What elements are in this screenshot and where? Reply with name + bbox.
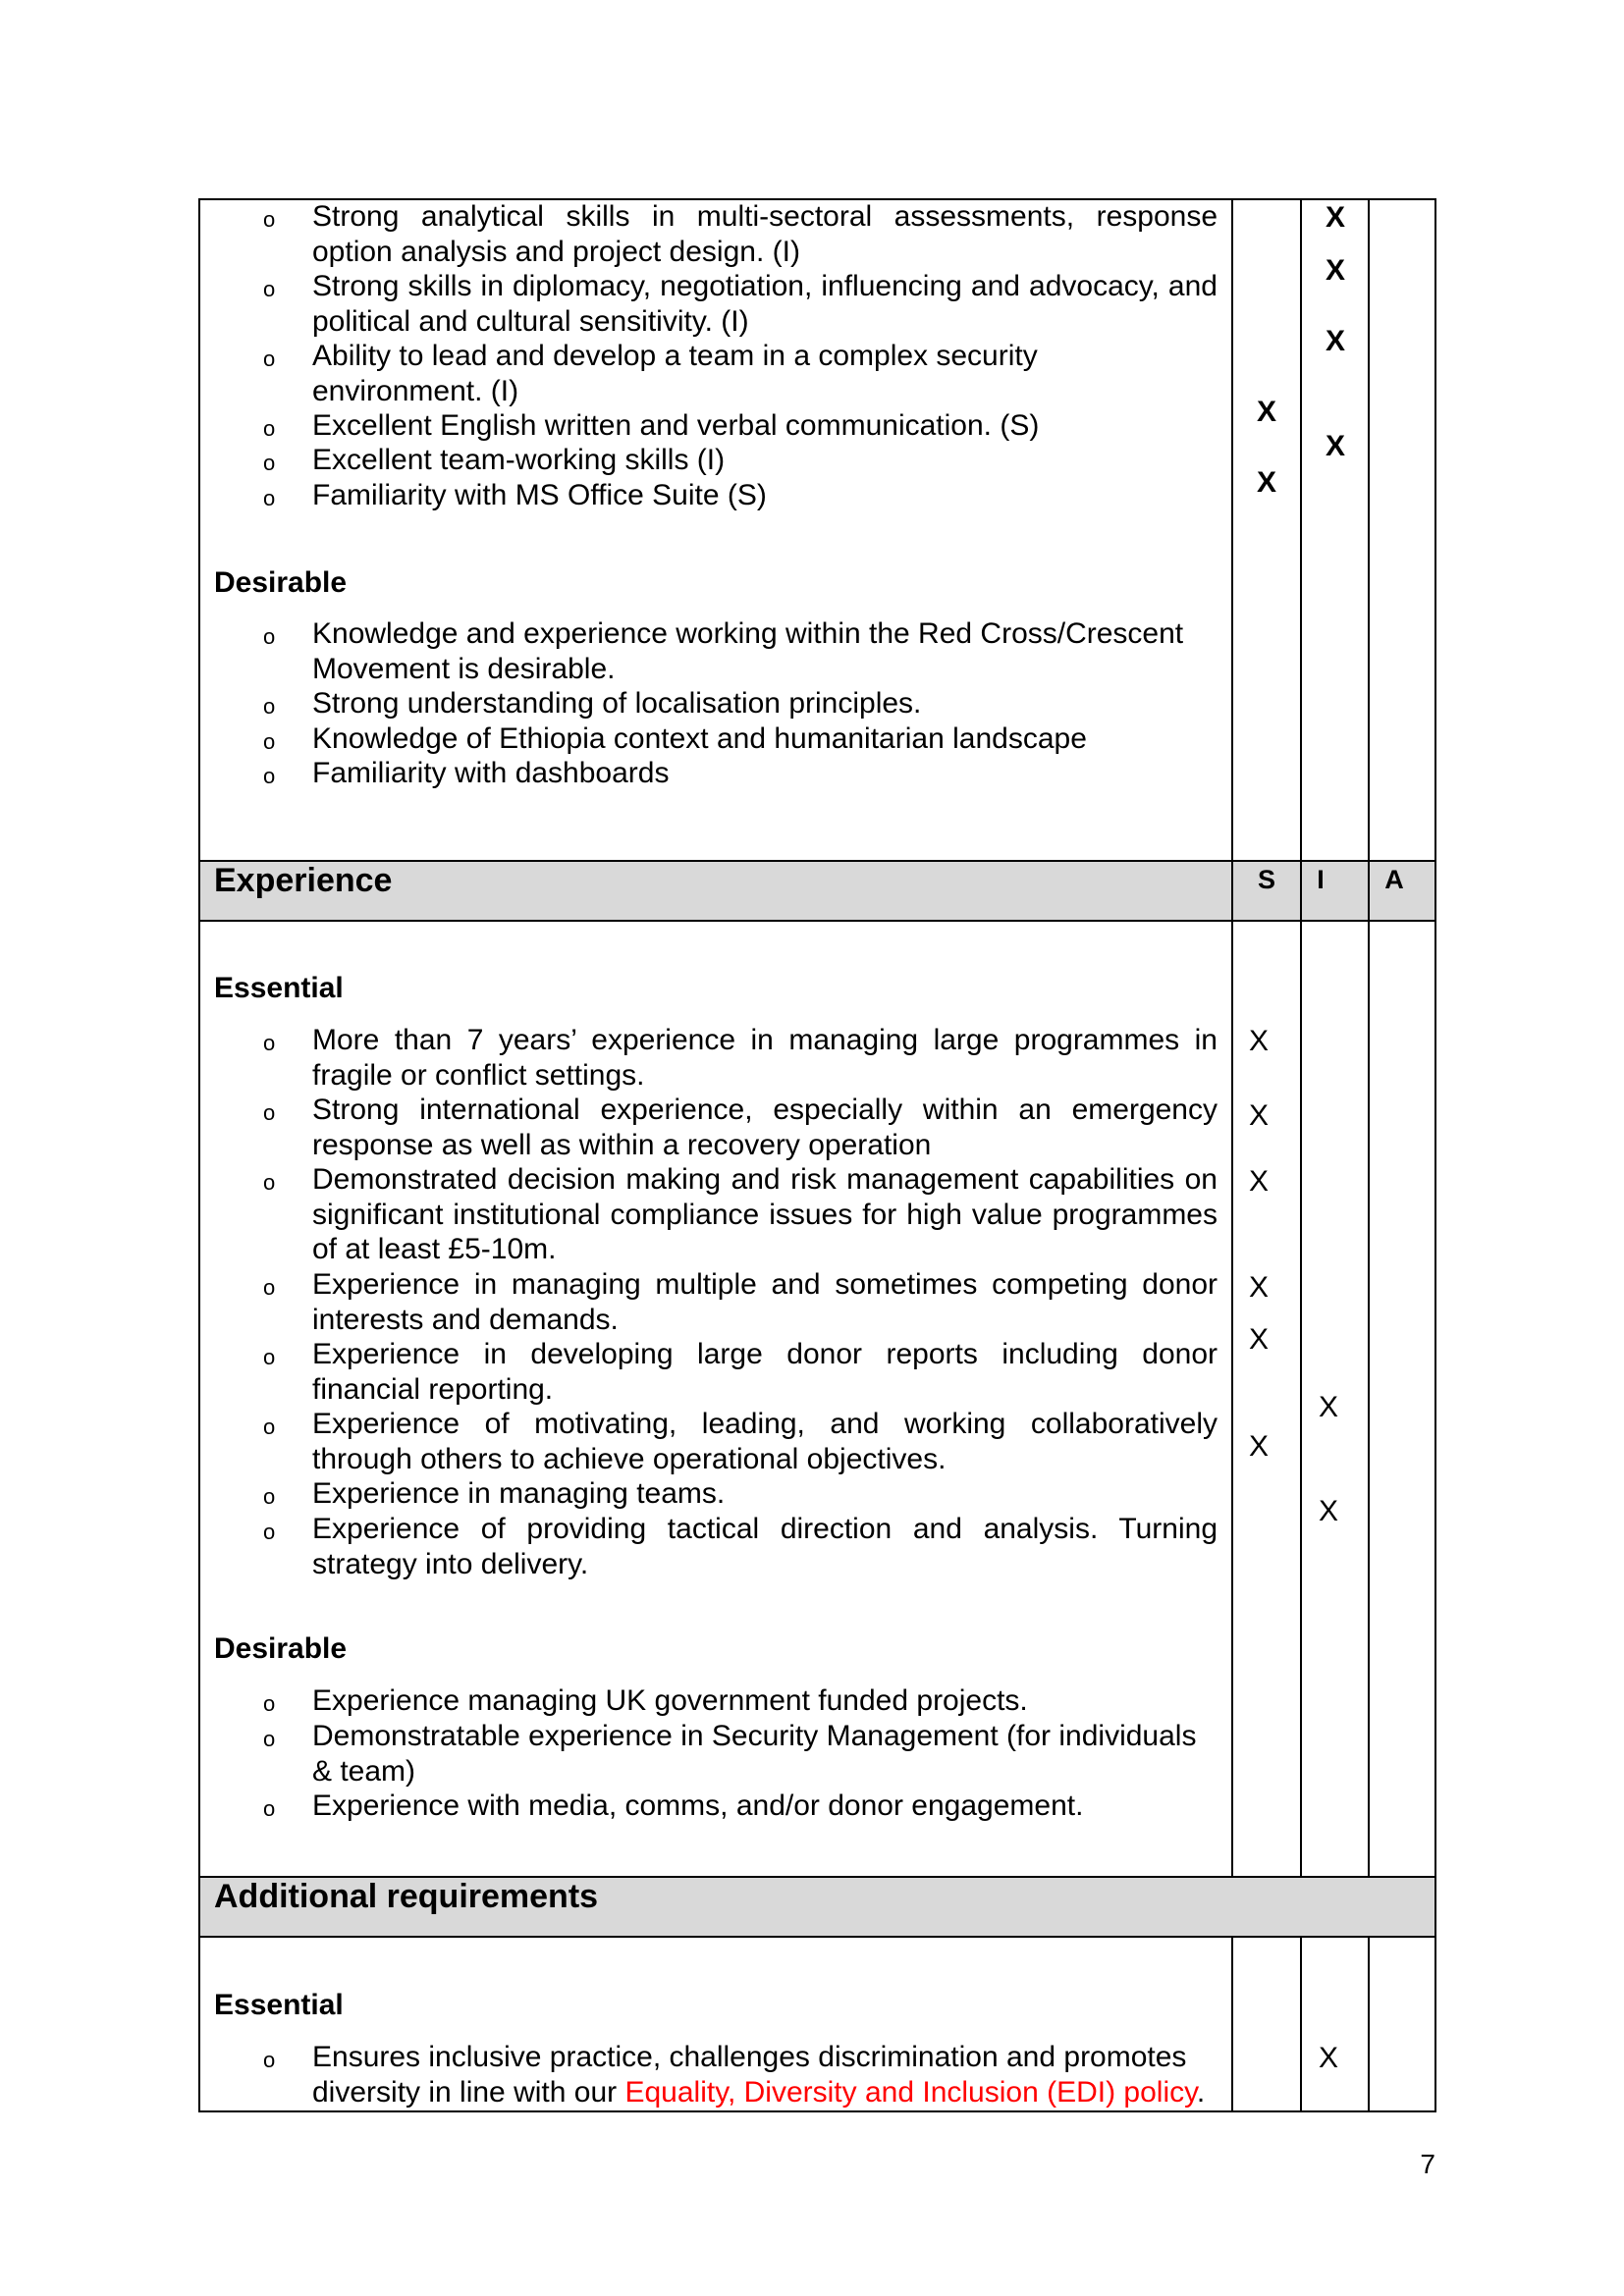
page-number: 7 bbox=[1420, 2149, 1435, 2179]
bullet-icon: o bbox=[263, 1796, 276, 1821]
bullet-icon: o bbox=[263, 729, 276, 754]
bullet-icon: o bbox=[263, 1484, 276, 1509]
list-item: Experience in managing multiple and sometimes competing donor interests and demands. bbox=[312, 1268, 1218, 1336]
bullet-icon: o bbox=[263, 694, 276, 719]
experience-title: Experience bbox=[214, 862, 393, 899]
mark-i: X bbox=[1318, 1391, 1338, 1423]
list-item: Experience in developing large donor reports including donor financial reporting. bbox=[312, 1338, 1218, 1406]
additional-essential-heading: Essential bbox=[214, 1989, 344, 2021]
mark-s: X bbox=[1248, 1165, 1269, 1198]
bullet-icon: o bbox=[263, 451, 276, 475]
mark-s: X bbox=[1248, 1025, 1269, 1057]
list-item: More than 7 years’ experience in managing large programmes in fragile or conflict settings. bbox=[312, 1024, 1218, 1092]
mark-s: X bbox=[1248, 1099, 1269, 1132]
experience-desirable-heading: Desirable bbox=[214, 1632, 348, 1665]
list-item: Strong analytical skills in multi-sectoral assessments, response option analysis and project design. (I) bbox=[312, 200, 1218, 268]
list-item: Strong skills in diplomacy, negotiation, influencing and advocacy, and political and cultural sensitivity. (I) bbox=[312, 270, 1218, 338]
bullet-icon: o bbox=[263, 1520, 276, 1544]
list-item: Knowledge of Ethiopia context and humanitarian landscape bbox=[312, 722, 1087, 755]
mark-i: X bbox=[1318, 2042, 1338, 2074]
skills-desirable-heading: Desirable bbox=[214, 566, 348, 599]
mark-i: X bbox=[1325, 254, 1345, 287]
column-header-i: I bbox=[1317, 865, 1325, 894]
list-item: Knowledge and experience working within the Red Cross/Crescent Movement is desirable. bbox=[312, 617, 1184, 685]
list-item: Excellent English written and verbal communication. (S) bbox=[312, 409, 1040, 442]
bullet-icon: o bbox=[263, 207, 276, 232]
list-item: Experience with media, comms, and/or donor engagement. bbox=[312, 1789, 1084, 1822]
mark-s: X bbox=[1248, 1271, 1269, 1304]
bullet-icon: o bbox=[263, 1691, 276, 1716]
list-item: Experience of providing tactical direction and analysis. Turning strategy into delivery. bbox=[312, 1513, 1218, 1580]
bullet-icon: o bbox=[263, 416, 276, 441]
edi-item-end: . bbox=[1196, 2075, 1206, 2109]
bullet-icon: o bbox=[263, 1345, 276, 1369]
additional-requirements-title: Additional requirements bbox=[214, 1878, 599, 1915]
list-item: Strong understanding of localisation principles. bbox=[312, 687, 922, 720]
bullet-icon: o bbox=[263, 1100, 276, 1125]
mark-i: X bbox=[1325, 325, 1345, 357]
bullet-icon: o bbox=[263, 2048, 276, 2072]
list-item: Excellent team-working skills (I) bbox=[312, 444, 726, 476]
mark-i: X bbox=[1325, 201, 1345, 234]
list-item: Strong international experience, especially within an emergency response as well as within a recovery operation bbox=[312, 1094, 1218, 1161]
bullet-icon: o bbox=[263, 764, 276, 788]
bullet-icon: o bbox=[263, 486, 276, 510]
bullet-icon: o bbox=[263, 1031, 276, 1055]
edi-policy-link[interactable]: Equality, Diversity and Inclusion (EDI) policy bbox=[624, 2075, 1197, 2109]
list-item bbox=[312, 2040, 1218, 2109]
mark-s: X bbox=[1256, 466, 1276, 499]
list-item: Familiarity with dashboards bbox=[312, 757, 670, 789]
mark-s: X bbox=[1248, 1430, 1269, 1463]
list-item: Demonstrated decision making and risk management capabilities on significant institutional compliance issues for high value programmes of at least £5-10m. bbox=[312, 1163, 1218, 1265]
mark-s: X bbox=[1248, 1323, 1269, 1356]
experience-essential-heading: Essential bbox=[214, 972, 344, 1004]
mark-s: X bbox=[1256, 396, 1276, 428]
bullet-icon: o bbox=[263, 1170, 276, 1195]
bullet-icon: o bbox=[263, 1415, 276, 1439]
list-item: Demonstratable experience in Security Management (for individuals & team) bbox=[312, 1720, 1197, 1788]
list-item: Familiarity with MS Office Suite (S) bbox=[312, 479, 767, 511]
mark-i: X bbox=[1318, 1495, 1338, 1527]
column-header-a: A bbox=[1384, 865, 1404, 894]
bullet-icon: o bbox=[263, 624, 276, 649]
column-header-s: S bbox=[1257, 865, 1275, 894]
bullet-icon: o bbox=[263, 1275, 276, 1300]
bullet-icon: o bbox=[263, 277, 276, 301]
list-item: Experience managing UK government funded projects. bbox=[312, 1684, 1028, 1717]
mark-i: X bbox=[1325, 430, 1345, 462]
list-item: Ability to lead and develop a team in a complex security environment. (I) bbox=[312, 340, 1038, 407]
edi-item-text: Ensures inclusive practice, challenges discrimination and promotes diversity in line with our bbox=[312, 2041, 1187, 2109]
list-item: Experience of motivating, leading, and working collaboratively through others to achieve operational objectives. bbox=[312, 1408, 1218, 1475]
bullet-icon: o bbox=[263, 347, 276, 371]
list-item: Experience in managing teams. bbox=[312, 1477, 726, 1510]
bullet-icon: o bbox=[263, 1727, 276, 1751]
